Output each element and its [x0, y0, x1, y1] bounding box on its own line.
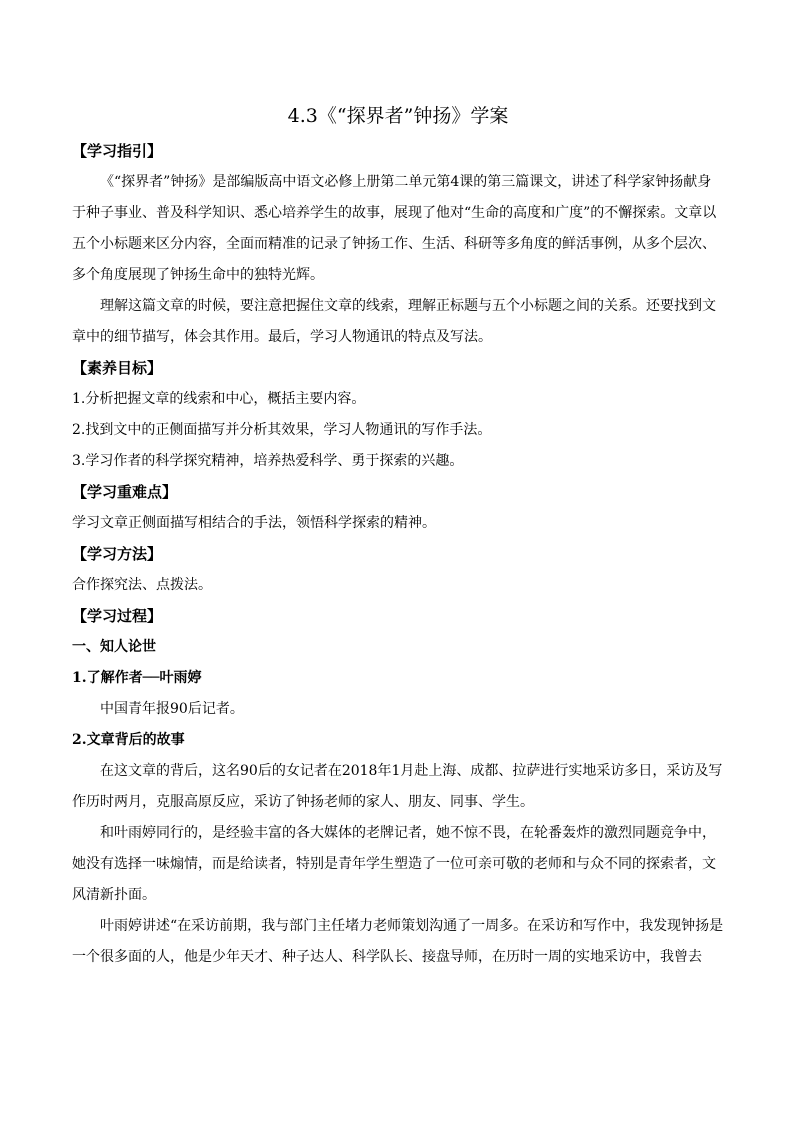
goal-item-1: 1.分析把握文章的线索和中心，概括主要内容。	[72, 391, 366, 407]
process-part-1-heading: 一、知人论世	[72, 639, 156, 655]
process-paragraph-1: 在这文章的背后，这名90后的女记者在2018年1月赴上海、成都、拉萨进行实地采访多日，采访及写作历时两月，克服高原反应，采访了钟扬老师的家人、朋友、同事、学生。	[72, 763, 723, 810]
goal-item-3: 3.学习作者的科学探究精神，培养热爱科学、勇于探索的兴趣。	[72, 453, 464, 469]
page-title: 4.3《“探界者”钟扬》学案	[287, 105, 509, 127]
guide-paragraph-2: 理解这篇文章的时候，要注意把握住文章的线索，理解正标题与五个小标题之间的关系。还要找到文章中的细节描写，体会其作用。最后，学习人物通讯的特点及写法。	[72, 298, 716, 345]
section-heading-key-points: 【学习重难点】	[72, 483, 178, 501]
goal-item-2: 2.找到文中的正侧面描写并分析其效果，学习人物通讯的写作手法。	[72, 422, 492, 438]
section-heading-method: 【学习方法】	[72, 545, 163, 563]
document-page	[72, 100, 724, 973]
section-heading-process: 【学习过程】	[72, 607, 163, 625]
process-sub-1-heading: 1.了解作者──叶雨婷	[72, 670, 202, 686]
process-paragraph-3: 叶雨婷讲述“在采访前期，我与部门主任堵力老师策划沟通了一周多。在采访和写作中，我发现钟扬是一个很多面的人，他是少年天才、种子达人、科学队长、接盘导师，在历时一周的实地采访中，我曾去	[72, 918, 724, 965]
process-sub-1-text: 中国青年报90后记者。	[100, 701, 244, 717]
method-text: 合作探究法、点拨法。	[72, 577, 212, 593]
key-points-text: 学习文章正侧面描写相结合的手法，领悟科学探索的精神。	[72, 515, 436, 531]
guide-paragraph-1: 《“探界者”钟扬》是部编版高中语文必修上册第二单元第4课的第三篇课文，讲述了科学家钟扬献身于种子事业、普及科学知识、悉心培养学生的故事，展现了他对“生命的高度和广度”的不懈探索。文章以五个小标题来区分内容，全面而精准的记录了钟扬工作、生活、科研等多角度的鲜活事例，从多个层次、多个角度展现了钟扬生命中的独特光辉。	[72, 174, 717, 283]
section-heading-guide: 【学习指引】	[72, 142, 163, 160]
process-paragraph-2: 和叶雨婷同行的，是经验丰富的各大媒体的老牌记者，她不惊不畏，在轮番轰炸的激烈同题竞争中，她没有选择一味煽情，而是给读者，特别是青年学生塑造了一位可亲可敬的老师和与众不同的探索者，文风清新扑面。	[72, 825, 716, 903]
section-heading-goals: 【素养目标】	[72, 359, 163, 377]
process-sub-2-heading: 2.文章背后的故事	[72, 732, 185, 748]
